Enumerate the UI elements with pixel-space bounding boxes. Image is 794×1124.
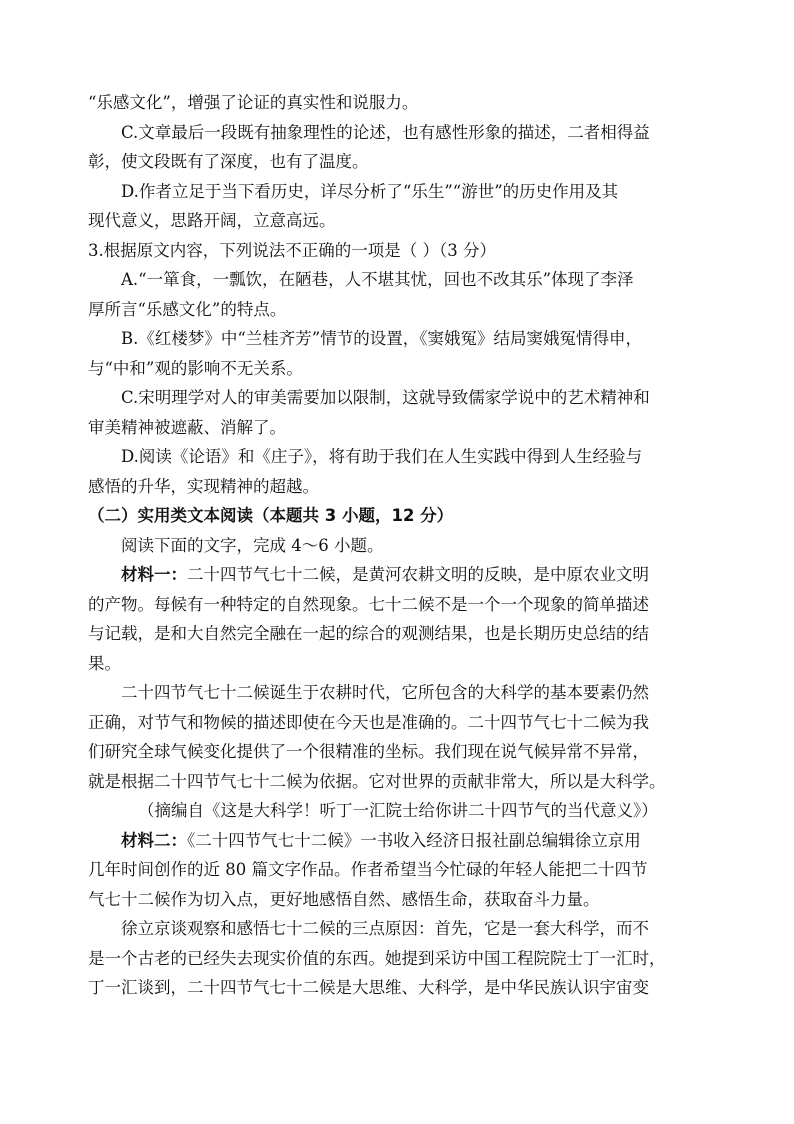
paragraph-line: 徐立京谈观察和感悟七十二候的三点原因：首先，它是一套大科学，而不 bbox=[121, 919, 649, 938]
paragraph-line: 感悟的升华，实现精神的超越。 bbox=[88, 476, 319, 496]
material-label: 材料二： bbox=[121, 830, 187, 850]
paragraph-line: C.文章最后一段既有抽象理性的论述，也有感性形象的描述，二者相得益 bbox=[121, 122, 650, 142]
paragraph-line: 气七十二候作为切入点，更好地感悟自然、感悟生命，获取奋斗力量。 bbox=[88, 889, 600, 909]
material-text: 二十四节气七十二候，是黄河农耕文明的反映，是中原农业文明 bbox=[187, 565, 649, 584]
paragraph-line: 的产物。每候有一种特定的自然现象。七十二候不是一个一个现象的简单描述 bbox=[88, 594, 649, 614]
paragraph-line: 们研究全球气候变化提供了一个很精准的坐标。我们现在说气候异常不异常， bbox=[88, 742, 649, 761]
material-label-line bbox=[88, 826, 708, 856]
paragraph-line: D.阅读《论语》和《庄子》，将有助于我们在人生实践中得到人生经验与 bbox=[121, 447, 643, 466]
material-label: 材料一： bbox=[121, 565, 187, 584]
source-citation: （摘编自《这是大科学！听丁一汇院士给你讲二十四节气的当代意义》） bbox=[138, 801, 658, 820]
paragraph-line: “乐感文化”，增强了论证的真实性和说服力。 bbox=[88, 93, 419, 112]
paragraph-line: A.“一箪食，一瓢饮，在陋巷，人不堪其忧，回也不改其乐”体现了李泽 bbox=[121, 270, 634, 289]
paragraph-line: 几年时间创作的近 80 篇文字作品。作者希望当今忙碌的年轻人能把二十四节 bbox=[88, 860, 648, 879]
material-label-line bbox=[88, 560, 708, 590]
paragraph-line: 果。 bbox=[88, 653, 121, 673]
paragraph-line: 正确，对节气和物候的描述即使在今天也是准确的。二十四节气七十二候为我 bbox=[88, 712, 649, 732]
paragraph-line: B.《红楼梦》中“兰桂齐芳”情节的设置，《窦娥冤》结局窦娥冤情得申， bbox=[121, 329, 642, 348]
paragraph-line: 与记载，是和大自然完全融在一起的综合的观测结果，也是长期历史总结的结 bbox=[88, 624, 649, 643]
paragraph-line: 丁一汇谈到，二十四节气七十二候是大思维、大科学，是中华民族认识宇宙变 bbox=[88, 978, 649, 997]
paragraph-line: C.宋明理学对人的审美需要加以限制，这就导致儒家学说中的艺术精神和 bbox=[121, 388, 650, 407]
paragraph-line: 3.根据原文内容，下列说法不正确的一项是（ ）（3 分） bbox=[88, 240, 496, 260]
paragraph-line: 与“中和”观的影响不无关系。 bbox=[88, 358, 303, 378]
paragraph-line: 厚所言“乐感文化”的特点。 bbox=[88, 299, 287, 319]
paragraph-line: 二十四节气七十二候诞生于农耕时代，它所包含的大科学的基本要素仍然 bbox=[121, 683, 649, 702]
paragraph-line: 就是根据二十四节气七十二候为依据。它对世界的贡献非常大，所以是大科学。 bbox=[88, 771, 666, 791]
material-text: 《二十四节气七十二候》一书收入经济日报社副总编辑徐立京用 bbox=[187, 830, 641, 850]
paragraph-line: 阅读下面的文字，完成 4～6 小题。 bbox=[121, 535, 384, 555]
document-page bbox=[88, 88, 708, 1003]
paragraph-line: 审美精神被遮蔽、消解了。 bbox=[88, 417, 286, 437]
paragraph-line: D.作者立足于当下看历史，详尽分析了“乐生”“游世”的历史作用及其 bbox=[121, 181, 619, 201]
paragraph-line: 是一个古老的已经失去现实价值的东西。她提到采访中国工程院院士丁一汇时， bbox=[88, 948, 666, 968]
paragraph-line: 彰，使文段既有了深度，也有了温度。 bbox=[88, 152, 369, 171]
section-heading: （二）实用类文本阅读（本题共 3 小题，12 分） bbox=[88, 506, 454, 525]
paragraph-line: 现代意义，思路开阔，立意高远。 bbox=[88, 211, 336, 230]
